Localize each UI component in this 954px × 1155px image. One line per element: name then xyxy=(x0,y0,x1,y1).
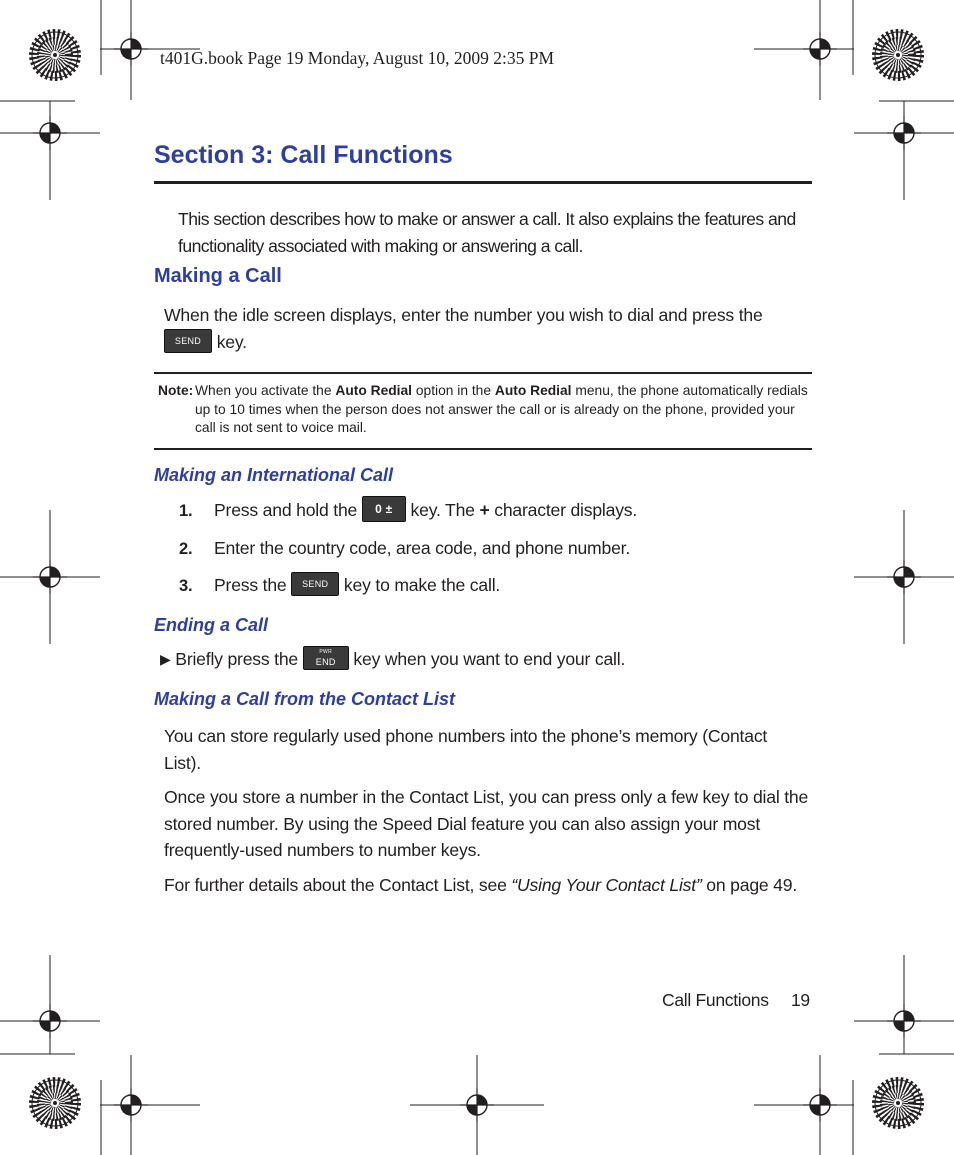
registration-target-icon xyxy=(803,32,837,66)
step-1 xyxy=(179,497,638,525)
heading-international-call: Making an International Call xyxy=(154,465,394,485)
footer-section-name: Call Functions xyxy=(662,990,769,1010)
step-text: Press the xyxy=(214,575,292,595)
making-call-text: When the idle screen displays, enter the number you wish to dial and press the xyxy=(164,305,763,325)
registration-target-icon xyxy=(887,1004,921,1038)
plus-character: + xyxy=(479,500,490,520)
print-header: t401G.book Page 19 Monday, August 10, 2009 2:35 PM xyxy=(160,48,555,68)
end-key-label: END xyxy=(315,657,336,668)
note-text-2: option in the xyxy=(412,383,495,398)
contact-paragraph-1: You can store regularly used phone numbers into the phone’s memory (Contact List). xyxy=(164,726,768,773)
note-text-3: menu, the phone automatically redials up to 10 times when the person does not answer the call or is already on the phone, provided your call is not sent to voice mail. xyxy=(195,383,808,435)
registration-target-icon xyxy=(33,560,67,594)
registration-target-icon xyxy=(114,1088,148,1122)
note-top-rule xyxy=(154,372,812,374)
heading-ending-a-call: Ending a Call xyxy=(154,615,269,635)
note-label: Note: xyxy=(158,383,194,398)
step-number: 1. xyxy=(179,502,193,520)
title-rule xyxy=(154,181,812,184)
intro-paragraph: This section describes how to make or answer a call. It also explains the features and functionality associated with making or answering a call. xyxy=(178,209,796,256)
bullet-arrow-icon: ▶ xyxy=(160,651,171,667)
contact-p3-text: For further details about the Contact List, see xyxy=(164,875,512,895)
note-bottom-rule xyxy=(154,448,812,450)
contact-paragraph-3 xyxy=(164,872,797,899)
registration-target-icon xyxy=(33,116,67,150)
registration-target-icon xyxy=(803,1088,837,1122)
note-text-1: When you activate the xyxy=(195,383,336,398)
ending-text: key when you want to end your call. xyxy=(353,649,626,669)
making-call-text-end: key. xyxy=(212,331,247,352)
note-text xyxy=(195,382,815,438)
registration-target-icon xyxy=(887,116,921,150)
section-title: Section 3: Call Functions xyxy=(154,141,453,169)
ending-bullet-item xyxy=(160,646,625,674)
step-text: key. The xyxy=(410,500,480,520)
registration-target-icon xyxy=(887,560,921,594)
send-key-icon: SEND xyxy=(164,329,212,353)
step-number: 3. xyxy=(179,577,193,595)
starburst-target-icon xyxy=(875,1080,921,1126)
ending-text: Briefly press the xyxy=(175,649,303,669)
step-text: Press and hold the xyxy=(214,500,362,520)
starburst-target-icon xyxy=(32,1080,78,1126)
registration-target-icon xyxy=(460,1088,494,1122)
end-key-power-label: PWR xyxy=(319,649,332,656)
heading-contact-list: Making a Call from the Contact List xyxy=(154,689,456,709)
registration-target-icon xyxy=(114,32,148,66)
starburst-target-icon xyxy=(875,32,921,78)
step-2 xyxy=(179,535,631,563)
contact-paragraph-2: Once you store a number in the Contact List, you can press only a few key to dial the stored number. By using the Speed Dial feature you can also assign your most frequently-used numbers to number keys. xyxy=(164,787,809,860)
note-bold-auto-redial-menu: Auto Redial xyxy=(494,383,572,398)
registration-target-icon xyxy=(33,1004,67,1038)
zero-plus-key-icon: 0 ± xyxy=(362,496,406,522)
step-3 xyxy=(179,572,501,600)
step-text: key to make the call. xyxy=(343,575,501,595)
step-text: Enter the country code, area code, and phone number. xyxy=(214,538,631,558)
contact-p3-text: on page 49. xyxy=(701,875,798,895)
note-bold-auto-redial: Auto Redial xyxy=(335,383,413,398)
making-call-paragraph xyxy=(164,302,804,355)
end-key-icon xyxy=(303,646,349,670)
step-number: 2. xyxy=(179,540,193,558)
starburst-target-icon xyxy=(32,32,78,78)
step-text: character displays. xyxy=(489,500,638,520)
cross-reference-link[interactable]: “Using Your Contact List” xyxy=(511,875,702,895)
footer-page-number: 19 xyxy=(791,990,810,1010)
send-key-icon: SEND xyxy=(291,572,339,596)
heading-making-a-call: Making a Call xyxy=(154,265,282,287)
